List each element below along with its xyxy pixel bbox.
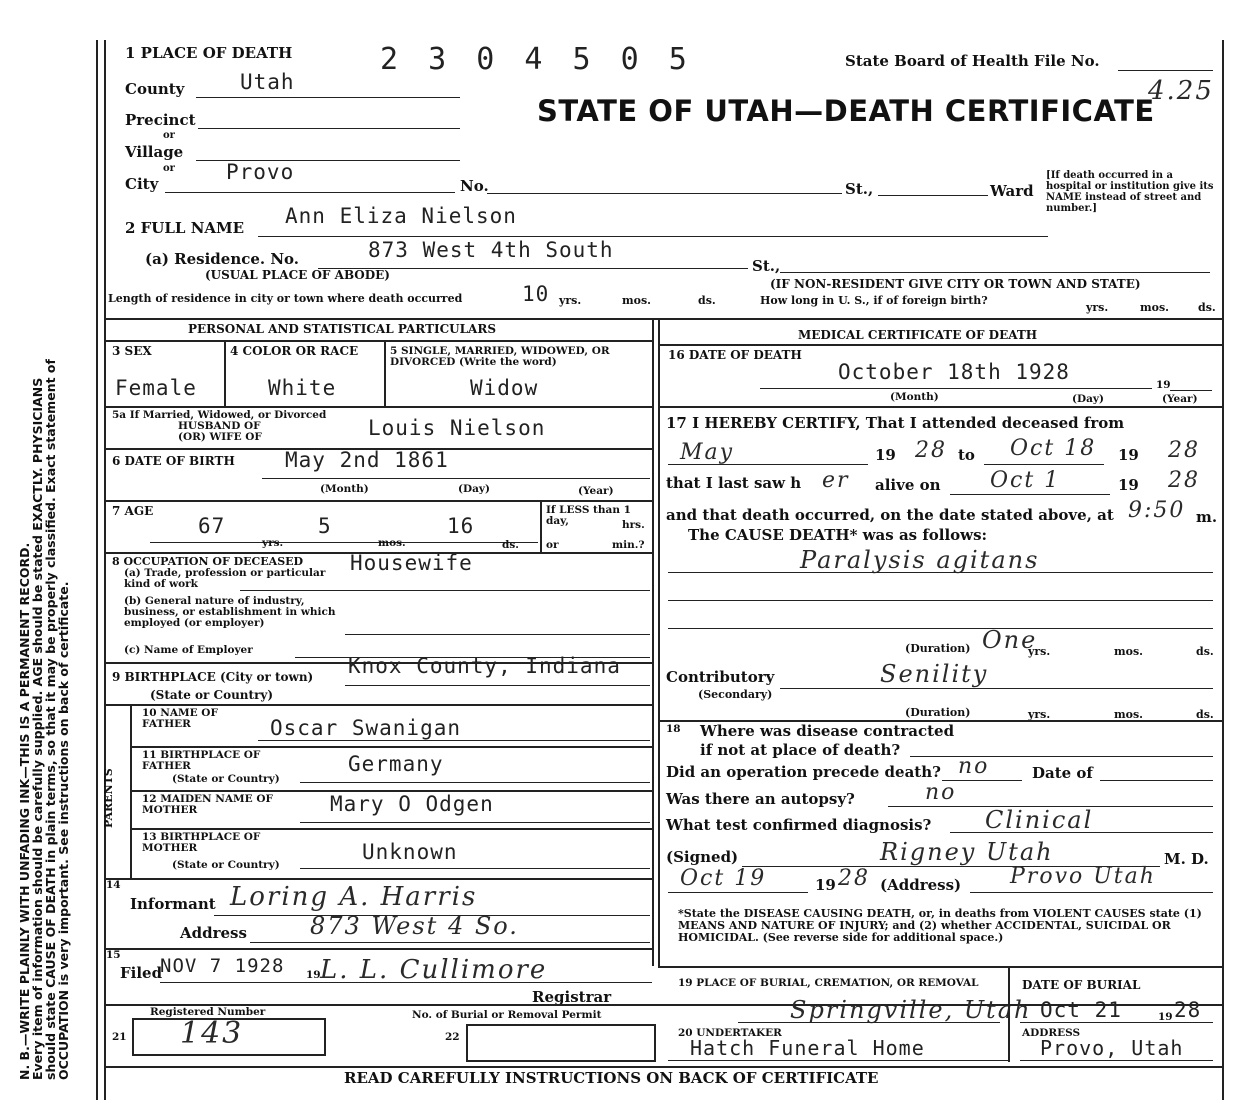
mother-bp-value: Unknown [362,840,458,864]
foreign-label: How long in U. S., if of foreign birth? [760,294,988,307]
informant-address-label: Address [180,924,247,942]
less-than-label: If LESS than 1 day, [546,504,631,527]
residence-label: (a) Residence. No. [145,250,300,268]
nonresident-note: (IF NON-RESIDENT GIVE CITY OR TOWN AND STATE) [770,277,1141,291]
death-time-label: and that death occurred, on the date stated above, at [666,506,1114,524]
burial-19: 19 [1158,1011,1173,1023]
duration2-yrs: yrs. [1028,708,1051,721]
n19-d: 19 [815,876,836,894]
less-than-min: min.? [612,539,645,551]
registrar-signature: L. L. Cullimore [320,955,548,985]
personal-section-title: PERSONAL AND STATISTICAL PARTICULARS [188,322,497,336]
dob-day: (Day) [458,483,490,495]
birthplace-sub: (State or Country) [150,688,274,702]
footnote: *State the DISEASE CAUSING DEATH, or, in deaths from VIOLENT CAUSES state (1) MEANS AND NATURE OF INJURY; and (2) whether ACCIDENTAL, SUICIDAL OR HOMICIDAL. (See reverse side for additional space.) [678,907,1202,944]
attended-to: Oct 18 [1010,436,1097,461]
secondary-label: (Secondary) [698,688,773,701]
n19-b: 19 [1118,446,1139,464]
instructions-line-4: OCCUPATION is very important. See instructions on back of certificate. [56,581,71,1080]
age-yrs: yrs. [262,537,284,549]
or-2: or [163,163,175,174]
county-value: Utah [240,70,295,94]
spouse-label-b: HUSBAND OF [178,420,261,432]
foreign-yrs: yrs. [1086,301,1109,314]
undertaker-value: Hatch Funeral Home [690,1036,925,1060]
color-label: 4 COLOR OR RACE [230,344,359,358]
occupation-sub-b: (b) General nature of industry, business, or establishment in which employed (or employer) [124,595,336,629]
autopsy-label: Was there an autopsy? [666,790,855,808]
dob-value: May 2nd 1861 [285,448,449,472]
date-of-death-label: 16 DATE OF DEATH [668,348,802,362]
alive-on-year: 28 [1168,468,1200,493]
registered-21: 21 [112,1031,127,1043]
or-1: or [163,130,175,141]
certify-label: 17 I HEREBY CERTIFY, That I attended deceased from [666,414,1125,432]
duration-mos: mos. [1114,645,1143,658]
instructions-line-3: should state CAUSE OF DEATH in plain terms, so that it may be properly classified. Exact statement of [43,359,58,1080]
occupation-value: Housewife [350,551,473,575]
signed-label: (Signed) [666,848,739,866]
duration-value: One [982,626,1038,654]
length-value: 10 [522,282,550,306]
duration-yrs: yrs. [1028,645,1051,658]
ward-label: Ward [990,182,1034,200]
color-value: White [268,376,337,400]
spouse-value: Louis Nielson [368,416,546,440]
residence-st-label: St., [752,257,781,275]
duration-ds: ds. [1196,645,1214,658]
age-mos: mos. [378,537,406,549]
birthplace-value: Knox County, Indiana [348,654,621,678]
registered-number: 143 [180,1016,244,1051]
column-divider [652,318,654,966]
left-border [96,40,98,1100]
age-label: 7 AGE [112,504,154,518]
footer-instructions: READ CAREFULLY INSTRUCTIONS ON BACK OF CERTIFICATE [344,1069,879,1087]
attended-to-year: 28 [1168,438,1200,463]
file-no-value: 4.25 [1148,76,1214,106]
birthplace-label: 9 BIRTHPLACE (City or town) [112,670,314,684]
full-name-value: Ann Eliza Nielson [285,204,517,228]
registered-label: Registered Number [150,1006,266,1018]
instructions-line-2: Every item of information should be carefully supplied. AGE should be stated EXACTLY. PHYSICIANS [30,377,45,1080]
filed-date: NOV 7 1928 [160,955,285,977]
cause-value: Paralysis agitans [800,546,1040,574]
length-label: Length of residence in city or town where death occurred [108,292,463,305]
burial-year: 28 [1174,998,1202,1022]
burial-place-value: Springville, Utah [790,996,1032,1024]
physician-signature: Rigney Utah [880,838,1054,866]
dob-label: 6 DATE OF BIRTH [112,454,235,468]
spouse-label-a: 5a If Married, Widowed, or Divorced [112,409,327,421]
burial-place-label: 19 PLACE OF BURIAL, CREMATION, OR REMOVAL [678,977,979,989]
father-bp-value: Germany [348,752,444,776]
residence-value: 873 West 4th South [368,238,614,262]
permit-22: 22 [445,1031,460,1043]
operation-label: Did an operation precede death? [666,763,941,781]
undertaker-label: 20 UNDERTAKER [678,1027,782,1039]
city-value: Provo [226,160,295,184]
autopsy-value: no [925,780,957,805]
st-label: St., [845,180,874,198]
father-bp-label: 11 BIRTHPLACE OF FATHER [142,749,261,772]
medical-section-title: MEDICAL CERTIFICATE OF DEATH [798,328,1038,342]
test-value: Clinical [985,806,1094,834]
signed-date: Oct 19 [680,866,767,891]
to-label: to [958,446,975,464]
contracted-label-2: if not at place of death? [700,741,901,759]
precinct-label: Precinct [125,111,196,129]
mother-name-value: Mary O Odgen [330,792,494,816]
certificate-title: STATE OF UTAH—DEATH CERTIFICATE [537,94,1155,128]
filed-num: 15 [106,949,121,961]
age-months: 5 [318,514,332,538]
marital-label: 5 SINGLE, MARRIED, WIDOWED, OR DIVORCED (Write the word) [390,345,610,368]
md-label: M. D. [1164,850,1209,868]
death-day: (Day) [1072,393,1104,405]
contracted-num: 18 [666,723,681,735]
informant-num: 14 [106,879,121,891]
foreign-mos: mos. [1140,301,1169,314]
father-bp-sub: (State or Country) [172,773,280,785]
dob-year: (Year) [578,485,614,497]
death-month: (Month) [890,391,939,403]
hospital-note: [If death occurred in a hospital or institution give its NAME instead of street and number.] [1046,170,1214,214]
contracted-label: Where was disease contracted [700,722,955,740]
burial-date-label: DATE OF BURIAL [1022,978,1141,992]
permit-number-box [466,1024,656,1062]
death-year: (Year) [1162,393,1198,405]
father-name-value: Oscar Swanigan [270,716,462,740]
attended-from: May [680,440,735,465]
alive-on-value: Oct 1 [990,468,1061,493]
signed-year: 28 [838,866,870,891]
n19-a: 19 [875,446,896,464]
right-border [1222,40,1224,1100]
abode-label: (USUAL PLACE OF ABODE) [205,268,390,282]
attended-from-year: 28 [915,438,947,463]
no-label: No. [460,177,489,195]
physician-address: Provo Utah [1010,864,1156,889]
occupation-sub-a: (a) Trade, profession or particular kind of work [124,567,326,590]
death-19: 19 [1156,379,1171,391]
spouse-label-c: (OR) WIFE OF [178,431,262,443]
length-ds: ds. [698,294,716,307]
marital-value: Widow [470,376,539,400]
death-time-suffix: m. [1196,508,1218,526]
instructions-sidebar [18,20,70,1080]
father-name-label: 10 NAME OF FATHER [142,707,218,730]
less-than-hrs: hrs. [622,519,645,531]
n19-c: 19 [1118,476,1139,494]
burial-date-value: Oct 21 [1040,998,1122,1022]
less-than-or: or [546,539,559,551]
date-of-label: Date of [1032,764,1093,782]
permit-label: No. of Burial or Removal Permit [412,1009,602,1021]
dob-month: (Month) [320,483,369,495]
contributory-value: Senility [880,660,989,688]
burial-address-label: ADDRESS [1022,1027,1081,1039]
duration2-label: (Duration) [905,706,971,719]
sex-value: Female [115,376,197,400]
mother-bp-label: 13 BIRTHPLACE OF MOTHER [142,831,261,854]
left-border-inner [104,40,106,1100]
age-ds: ds. [502,539,519,551]
test-label: What test confirmed diagnosis? [666,816,932,834]
foreign-ds: ds. [1198,301,1216,314]
cause-label: The CAUSE DEATH* was as follows: [688,526,988,544]
county-label: County [125,80,185,98]
age-years: 67 [198,514,226,538]
city-label: City [125,175,159,193]
last-saw-pronoun: er [822,468,850,493]
age-days: 16 [447,514,475,538]
occupation-sub-c: (c) Name of Employer [124,644,253,656]
death-time-value: 9:50 [1128,498,1186,523]
full-name-label: 2 FULL NAME [125,219,245,237]
duration-label: (Duration) [905,642,971,655]
occupation-label: 8 OCCUPATION OF DECEASED [112,555,304,568]
address-label: (Address) [880,876,962,894]
sex-label: 3 SEX [112,344,152,358]
date-of-death-value: October 18th 1928 [838,360,1070,384]
length-yrs: yrs. [559,294,582,307]
operation-value: no [958,754,990,779]
duration2-ds: ds. [1196,708,1214,721]
filed-label: Filed [120,964,163,982]
mother-name-label: 12 MAIDEN NAME OF MOTHER [142,793,273,816]
informant-signature: Loring A. Harris [230,882,478,912]
registrar-label: Registrar [532,988,612,1006]
filed-19: 19 [306,969,321,981]
informant-label: Informant [130,895,216,913]
informant-address: 873 West 4 So. [310,912,519,940]
parents-label: PARENTS [102,768,115,828]
alive-on-label: alive on [875,476,941,494]
mother-bp-sub: (State or Country) [172,859,280,871]
instructions-line-1: N. B.—WRITE PLAINLY WITH UNFADING INK—THIS IS A PERMANENT RECORD. [17,542,32,1080]
burial-address-value: Provo, Utah [1040,1036,1184,1060]
contributory-label: Contributory [666,668,775,686]
village-label: Village [125,143,184,161]
place-of-death-label: 1 PLACE OF DEATH [125,44,293,62]
stamp-number: 2 3 0 4 5 0 5 [380,42,693,77]
last-saw-label: that I last saw h [666,474,802,492]
length-mos: mos. [622,294,651,307]
duration2-mos: mos. [1114,708,1143,721]
file-no-label: State Board of Health File No. [845,52,1100,70]
